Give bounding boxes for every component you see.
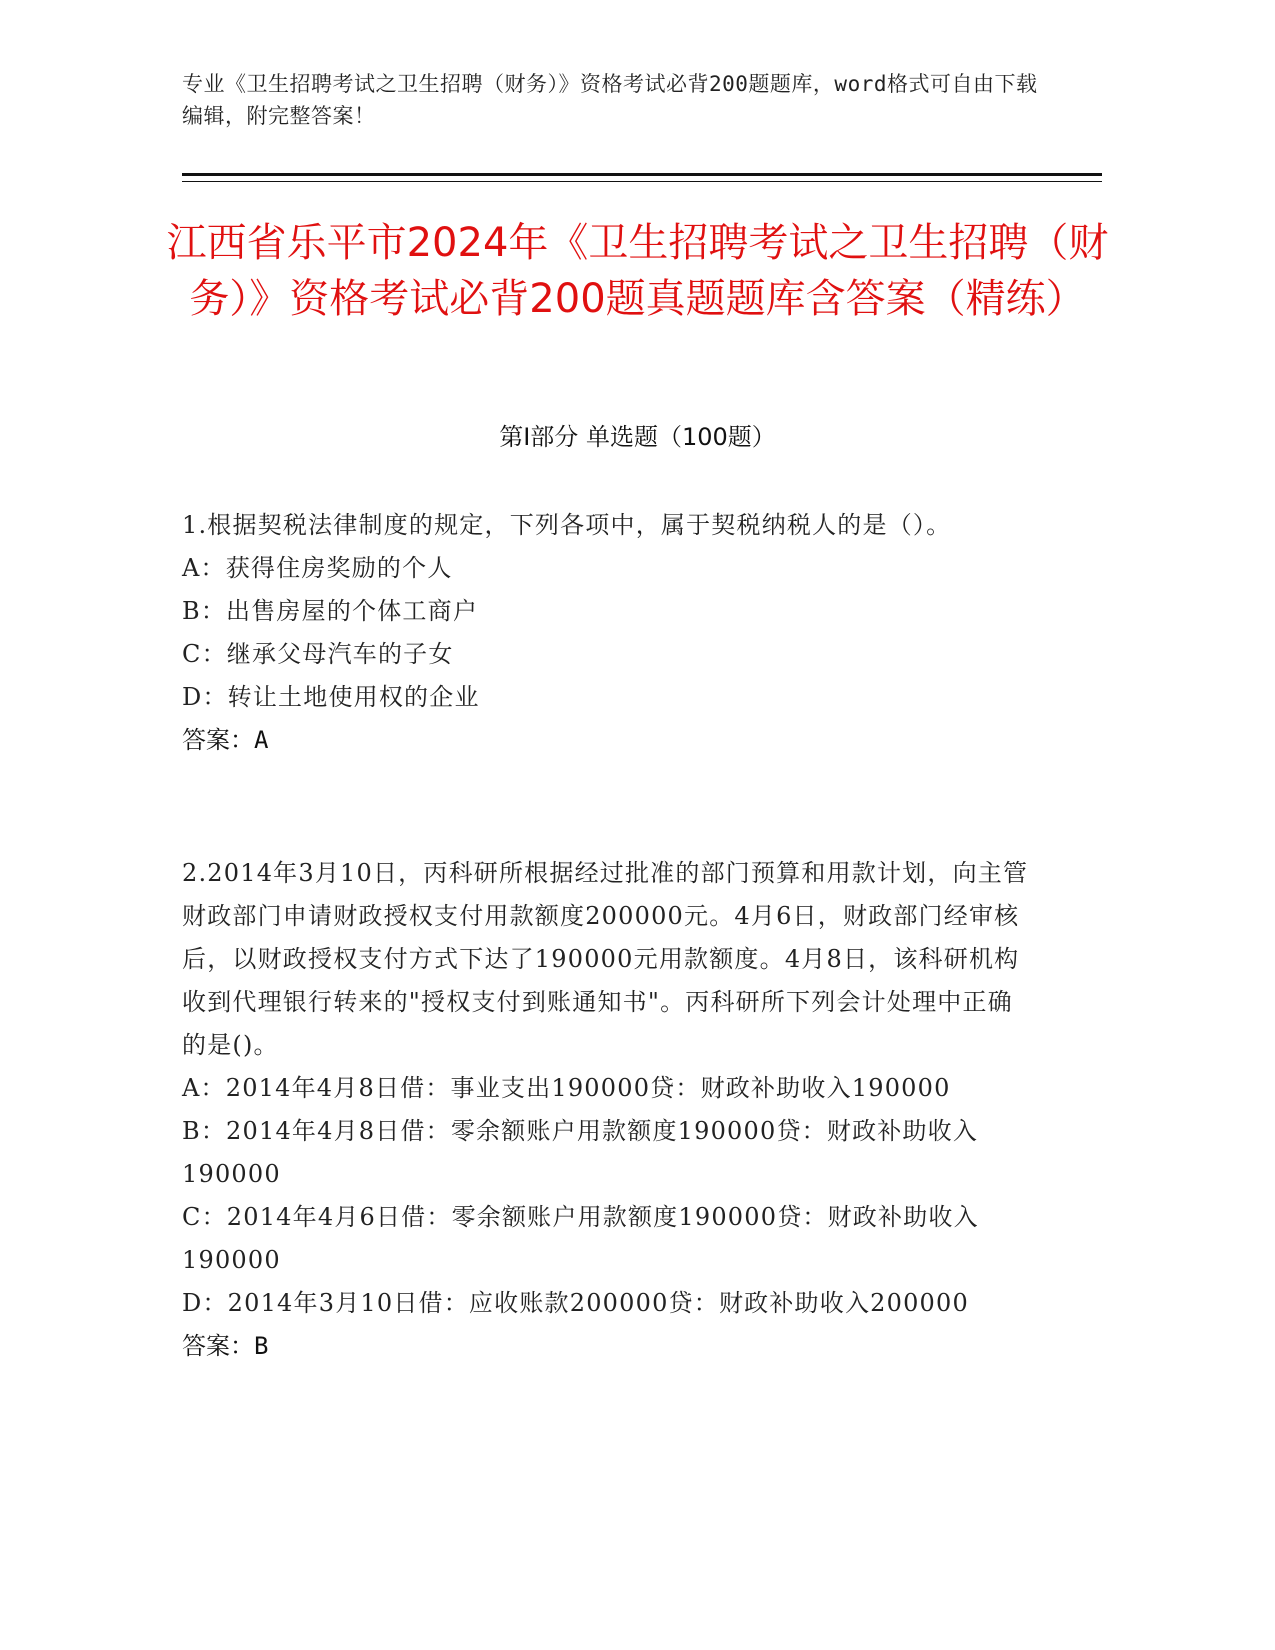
question-text: 2.2014年3月10日，丙科研所根据经过批准的部门预算和用款计划，向主管财政部门申请财政授权支付用款额度200000元。4月6日，财政部门经审核后，以财政授权支付方式下达了190000元用款额度。4月8日，该科研机构收到代理银行转来的"授权支付到账通知书"。丙科研所下列会计处理中正确的是()。	[182, 859, 1029, 1059]
question-text: 1.根据契税法律制度的规定，下列各项中，属于契税纳税人的是（）。	[182, 511, 952, 539]
option-a: A：2014年4月8日借：事业支出190000贷：财政补助收入190000	[182, 1074, 951, 1102]
option-c: C：2014年4月6日借：零余额账户用款额度190000贷：财政补助收入190000	[182, 1203, 979, 1274]
document-title: 江西省乐平市2024年《卫生招聘考试之卫生招聘（财务）》资格考试必背200题真题题库含答案（精练）	[166, 220, 1109, 322]
option-d: D：转让土地使用权的企业	[182, 683, 480, 711]
answer-label: 答案：	[182, 1332, 254, 1360]
option-c: C：继承父母汽车的子女	[182, 640, 454, 668]
option-b: B：出售房屋的个体工商户	[182, 597, 479, 625]
header-divider-thick	[182, 173, 1102, 176]
answer-line	[182, 1325, 1032, 1368]
answer-line	[182, 719, 1032, 762]
header-note: 专业《卫生招聘考试之卫生招聘（财务）》资格考试必背200题题库，word格式可自由下载编辑，附完整答案！	[182, 72, 1038, 128]
answer-label: 答案：	[182, 726, 254, 754]
section-heading: 第I部分 单选题（100题）	[499, 423, 776, 451]
option-a: A：获得住房奖励的个人	[182, 554, 453, 582]
answer-value: A	[254, 726, 269, 754]
option-b: B：2014年4月8日借：零余额账户用款额度190000贷：财政补助收入190000	[182, 1117, 979, 1188]
header-divider-thin	[182, 181, 1102, 182]
option-d: D：2014年3月10日借：应收账款200000贷：财政补助收入200000	[182, 1289, 969, 1317]
question-1	[182, 504, 1032, 762]
question-2	[182, 852, 1032, 1368]
answer-value: B	[254, 1332, 269, 1360]
